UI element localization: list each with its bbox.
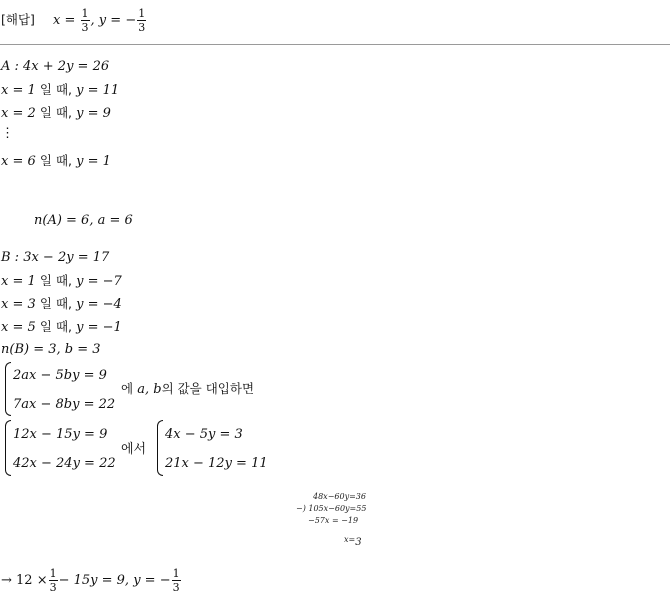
system2-eq2: 42x − 24y = 22 xyxy=(13,456,116,471)
section-divider xyxy=(0,44,670,45)
set-a-case: x = 1 일 때, y = 11 xyxy=(1,82,120,98)
set-a-case: x = 2 일 때, y = 9 xyxy=(1,105,111,121)
left-brace xyxy=(157,420,163,476)
system1-note: 에 a, b의 값을 대입하면 xyxy=(121,381,255,397)
set-b-result: n(B) = 3, b = 3 xyxy=(1,342,101,357)
left-brace xyxy=(5,362,11,416)
system1-eq2: 7ax − 8by = 22 xyxy=(13,397,116,412)
set-a-result: n(A) = 6, a = 6 xyxy=(34,213,133,228)
set-b-case: x = 1 일 때, y = −7 xyxy=(1,273,122,289)
answer-x: x = $\frac{1}{3}$ , y = − $\frac{1}{3}$ xyxy=(53,7,146,34)
system2-eq1: 12x − 15y = 9 xyxy=(13,427,108,442)
system1-eq1: 2ax − 5by = 9 xyxy=(13,368,107,383)
fraction-x: $\frac{1}{3}$ xyxy=(81,7,89,34)
fraction-y: $\frac{1}{3}$ xyxy=(138,7,146,34)
vertical-ellipsis: ⋮ xyxy=(1,126,14,141)
scratch-line-1: 48x−60y=36 xyxy=(313,492,366,501)
set-a-equation: A : 4x + 2y = 26 xyxy=(1,59,110,74)
left-brace xyxy=(5,420,11,476)
fraction-third: $\frac{1}{3}$ xyxy=(49,567,57,594)
fraction-y-final: $\frac{1}{3}$ xyxy=(172,567,180,594)
scratch-line-2: −) 105x−60y=55 xyxy=(296,504,367,513)
scratch-line-4: x=3 xyxy=(344,535,362,548)
set-b-equation: B : 3x − 2y = 17 xyxy=(1,250,110,265)
answer-label: [해답] xyxy=(1,12,35,27)
set-b-case: x = 3 일 때, y = −4 xyxy=(1,296,122,312)
system2-simplified-eq2: 21x − 12y = 11 xyxy=(165,456,268,471)
set-b-case: x = 5 일 때, y = −1 xyxy=(1,319,122,335)
system2-connector: 에서 xyxy=(121,442,147,457)
set-a-case: x = 6 일 때, y = 1 xyxy=(1,153,111,169)
answer-header xyxy=(1,7,147,34)
final-substitution: → 12 × $\frac{1}{3}$ − 15y = 9, y = − $\frac{1}{3}$ xyxy=(1,567,180,594)
scratch-line-3: −57x = −19 xyxy=(308,516,359,525)
system2-simplified-eq1: 4x − 5y = 3 xyxy=(165,427,243,442)
